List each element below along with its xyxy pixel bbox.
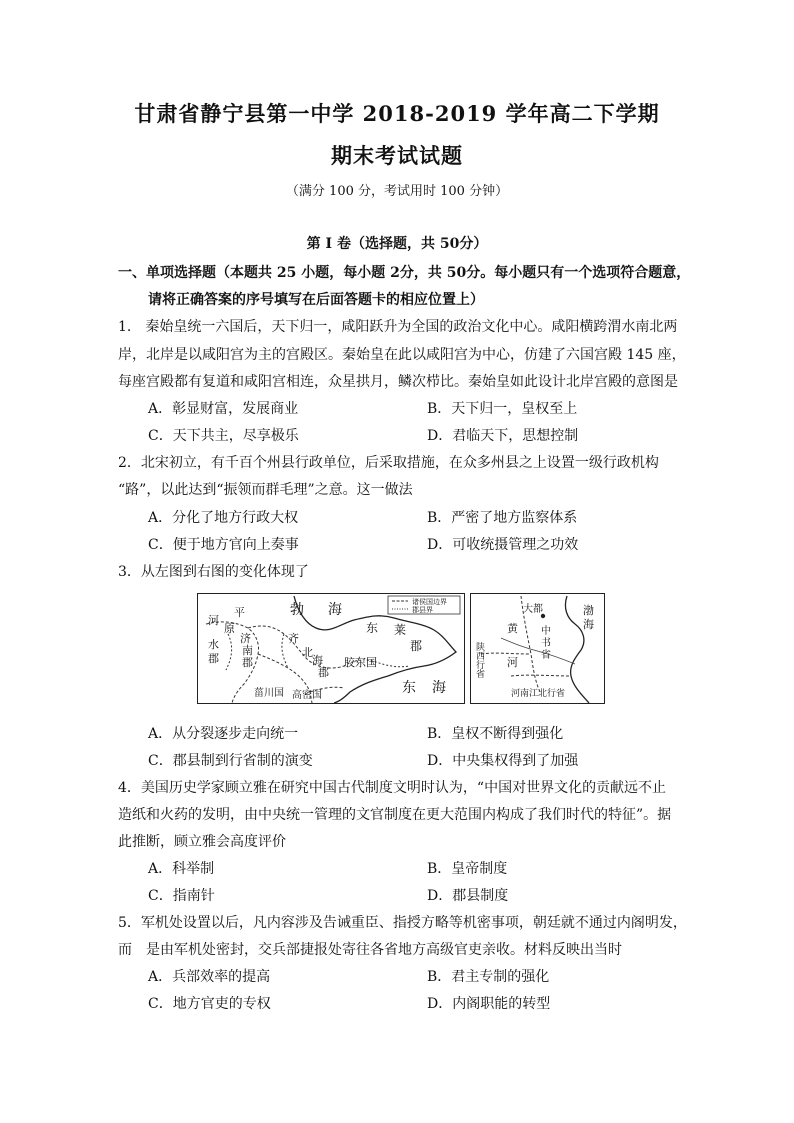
- left-map-label: 莱: [394, 623, 407, 637]
- q2-option-d: D．可收统摄管理之功效: [427, 537, 579, 553]
- exam-title-line1: 甘肃省静宁县第一中学 2018-2019 学年高二下学期: [134, 101, 660, 126]
- right-map-label: 河: [507, 656, 518, 669]
- right-map-label: 中: [541, 626, 551, 637]
- left-map-label: 齐: [288, 632, 299, 645]
- left-map: [197, 593, 465, 704]
- right-map-label: 河南江北行省: [511, 689, 566, 699]
- left-map-label: 郡: [410, 639, 423, 653]
- q5-option-b: B．君主专制的强化: [427, 969, 550, 985]
- left-map-label: 菑川国: [254, 688, 284, 699]
- left-map-label: 东: [366, 621, 379, 635]
- q5-option-a: A．兵部效率的提高: [148, 969, 271, 985]
- right-map-label: 渤: [583, 604, 594, 617]
- q4-option-c: C．指南针: [148, 888, 215, 904]
- q3-stem-line1: 3．从左图到右图的变化体现了: [118, 564, 309, 580]
- left-map-label: 济: [240, 632, 251, 645]
- right-map-label: 大都: [523, 604, 543, 615]
- q4-stem-line2: 造纸和火药的发明，由中央统一管理的文官制度在更大范围内构成了我们时代的特征”。据: [118, 807, 672, 823]
- right-map-label: 省: [541, 650, 551, 661]
- q3-option-d: D．中央集权得到了加强: [427, 753, 579, 769]
- left-map-label: 勃: [290, 602, 304, 618]
- exam-title-line2: 期末考试试题: [331, 143, 463, 168]
- q2-stem-line1: 2．北宋初立，有千百个州县行政单位，后采取措施，在众多州县之上设置一级行政机构: [118, 455, 659, 471]
- q3-option-c: C．郡县制到行省制的演变: [148, 753, 313, 769]
- q4-option-a: A．科举制: [148, 861, 215, 877]
- right-map-label: 海: [583, 618, 594, 631]
- left-map-label: 东: [402, 680, 416, 696]
- left-map-label: 海: [312, 654, 323, 667]
- q1-stem-line3: 每座宫殿都有复道和咸阳宫相连，众星拱月，鳞次栉比。秦始皇如此设计北岸宫殿的意图是: [118, 374, 678, 390]
- q3-option-a: A．从分裂逐步走向统一: [148, 726, 299, 742]
- section-instruction-line2: 请将正确答案的序号填写在后面答题卡的相应位置上）: [148, 292, 484, 308]
- left-map-legend-1: 诸侯国边界: [412, 598, 447, 606]
- q1-option-c: C．天下共主，尽享极乐: [148, 428, 299, 444]
- left-map-label: 高密国: [292, 690, 322, 701]
- section-instruction-line1: 一、单项选择题（本题共 25 小题，每小题 2分，共 50分。每小题只有一个选项符合题意，: [118, 265, 691, 281]
- left-map-label: 南: [242, 644, 253, 657]
- left-map-label: 郡: [208, 652, 219, 665]
- q2-stem-line2: “路”，以此达到“振领而群毛理”之意。这一做法: [118, 482, 413, 498]
- q4-stem-line1: 4．美国历史学家顾立雅在研究中国古代制度文明时认为，“中国对世界文化的贡献远不止: [118, 780, 667, 796]
- q3-option-b: B．皇权不断得到强化: [427, 726, 564, 742]
- right-map-label: 陕西行省: [474, 642, 484, 678]
- left-map-label: 胶东国: [344, 656, 377, 669]
- q1-option-b: B．天下归一，皇权至上: [427, 401, 578, 417]
- q1-stem-line2: 岸，北岸是以咸阳宫为主的宫殿区。秦始皇在此以咸阳宫为中心，仿建了六国宫殿 145 座，: [118, 347, 686, 363]
- q4-stem-line3: 此推断，顾立雅会高度评价: [118, 834, 286, 850]
- q5-option-c: C．地方官吏的专权: [148, 996, 271, 1012]
- q1-option-d: D．君临天下，思想控制: [427, 428, 579, 444]
- q2-option-c: C．便于地方官向上奏事: [148, 537, 299, 553]
- left-map-label: 原: [224, 622, 235, 635]
- q1-stem-line1: 1. 秦始皇统一六国后，天下归一，咸阳跃升为全国的政治文化中心。咸阳横跨渭水南北两: [118, 319, 678, 335]
- left-map-label: 郡: [318, 666, 329, 679]
- part1-heading: 第 Ⅰ 卷（选择题，共 50分）: [306, 236, 488, 252]
- right-map-label: 书: [541, 638, 551, 649]
- q5-stem-line2: 而 是由军机处密封，交兵部捷报处寄往各省地方高级官吏亲收。材料反映出当时: [118, 942, 622, 958]
- left-map-label: 平: [234, 606, 245, 619]
- q2-option-a: A．分化了地方行政大权: [148, 510, 299, 526]
- q5-stem-line1: 5．军机处设置以后，凡内容涉及告诫重臣、指授方略等机密事项，朝廷就不通过内阁明发，: [118, 915, 687, 931]
- left-map-label: 海: [328, 602, 342, 618]
- exam-subtitle: （满分 100 分，考试用时 100 分钟）: [285, 184, 509, 199]
- left-map-label: 郡: [242, 656, 253, 669]
- right-map-label: 黄: [507, 622, 518, 635]
- left-map-label: 北: [302, 646, 313, 659]
- left-map-label: 海: [432, 680, 446, 696]
- left-map-label: 河: [208, 614, 219, 627]
- q4-option-b: B．皇帝制度: [427, 861, 508, 877]
- q2-option-b: B．严密了地方监察体系: [427, 510, 578, 526]
- q1-option-a: A．彰显财富，发展商业: [148, 401, 299, 417]
- q5-option-d: D．内阁职能的转型: [427, 996, 551, 1012]
- q4-option-d: D．郡县制度: [427, 888, 509, 904]
- left-map-legend-2: 郡县界: [412, 606, 433, 614]
- left-map-label: 水: [208, 638, 219, 651]
- right-map: [470, 593, 605, 704]
